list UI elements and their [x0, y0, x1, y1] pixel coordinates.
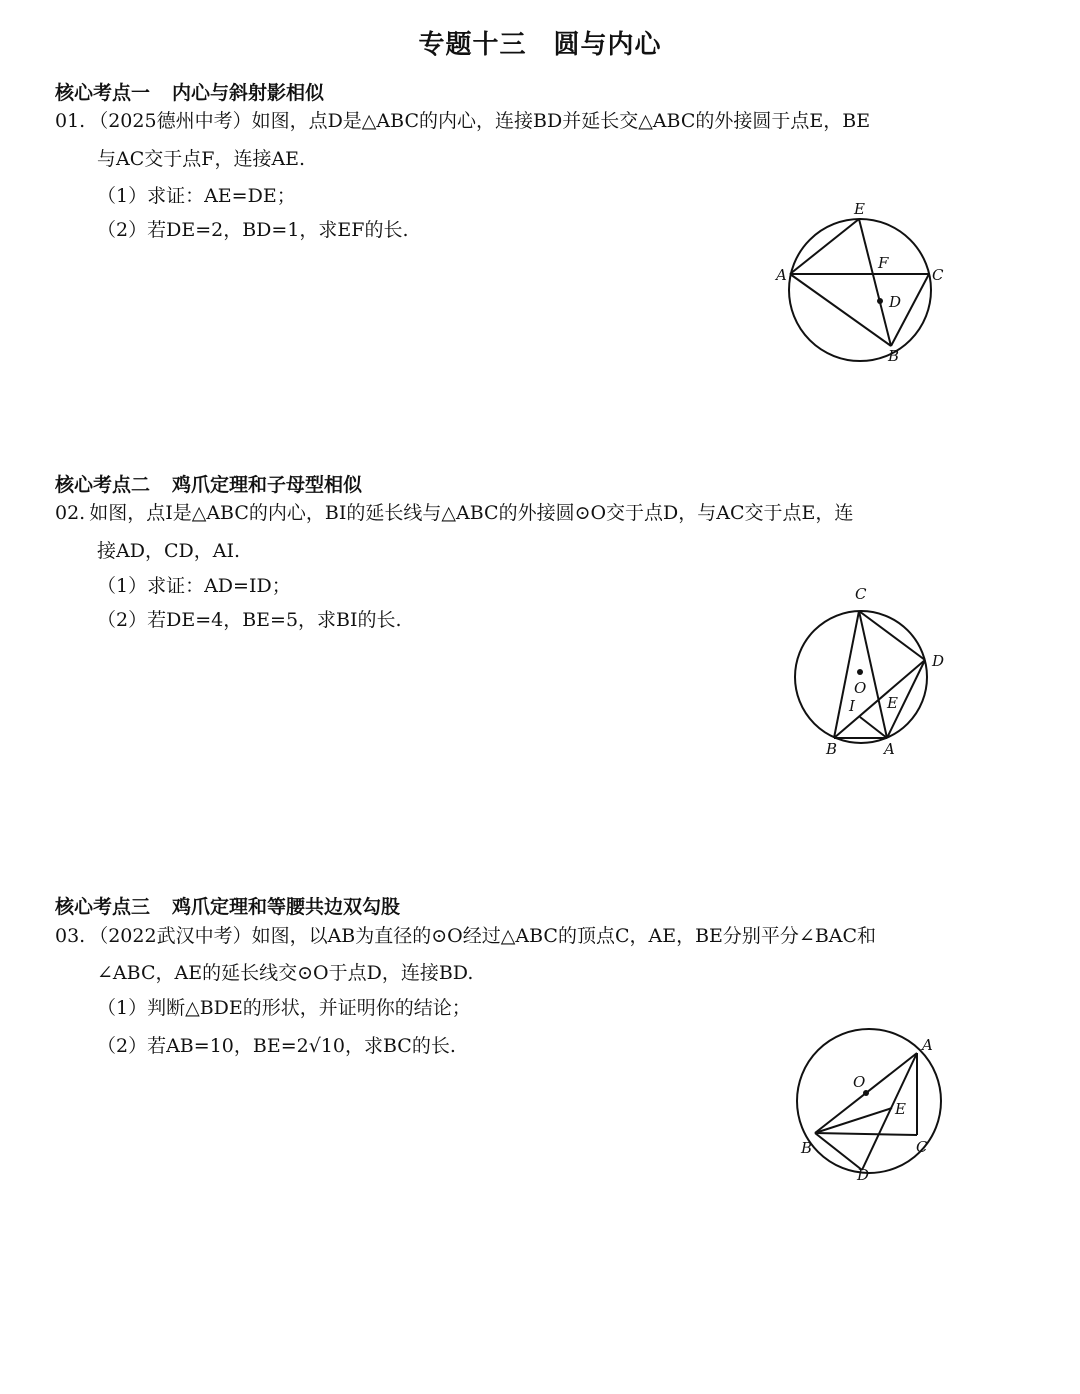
page-title: 专题十三 圆与内心: [418, 30, 662, 60]
figure-1: [770, 190, 970, 370]
figure-2-label-b: B: [826, 740, 838, 758]
figure-2-label-d: D: [932, 652, 945, 670]
problem-2-number: 02.: [55, 502, 86, 524]
figure-1-incenter-dot: [877, 298, 883, 304]
figure-1-circumcircle: [789, 219, 931, 361]
figure-1-label-d: D: [889, 293, 902, 311]
figure-1-label-f: F: [878, 254, 889, 272]
figure-3-label-o: O: [853, 1073, 866, 1091]
figure-1-label-a: A: [776, 266, 787, 284]
problem-3-part-1: （1）判断△BDE的形状，并证明你的结论；: [97, 997, 471, 1019]
problem-1-number: 01.: [55, 110, 86, 132]
problem-2-part-1: （1）求证：AD=ID；: [97, 575, 291, 597]
problem-2-part-2: （2）若DE=4，BE=5，求BI的长.: [97, 609, 402, 631]
figure-3-label-c: C: [916, 1138, 928, 1156]
figure-3-label-b: B: [801, 1139, 813, 1157]
problem-3-text-1: （2022武汉中考）如图，以AB为直径的⊙O经过△ABC的顶点C，AE，BE分别平分∠BAC和: [89, 925, 877, 947]
problem-3-part-2: （2）若AB=10，BE=2√10，求BC的长.: [97, 1035, 456, 1057]
section-3-heading-label: 核心考点三: [55, 896, 151, 918]
problem-1-line-2: 与AC交于点F，连接AE.: [97, 148, 306, 170]
figure-1-label-e: E: [854, 200, 865, 218]
section-heading-1: [55, 78, 324, 105]
figure-3-label-e: E: [895, 1100, 906, 1118]
figure-2-circumcircle: [795, 611, 927, 743]
figure-2: [780, 580, 960, 760]
figure-2-label-a: A: [884, 740, 895, 758]
figure-2-label-e: E: [887, 694, 898, 712]
problem-1-part-1: （1）求证：AE=DE；: [97, 185, 296, 207]
figure-2-center-dot: [857, 669, 863, 675]
figure-3-segment-ad: [862, 1053, 917, 1170]
figure-2-label-o: O: [854, 679, 867, 697]
figure-2-label-i: I: [849, 697, 855, 715]
figure-3-segment-bc: [815, 1133, 917, 1135]
figure-3: [785, 1015, 965, 1190]
problem-3-number: 03.: [55, 925, 86, 947]
figure-2-label-c: C: [855, 585, 867, 603]
section-1-topic: 内心与斜射影相似: [172, 82, 325, 104]
problem-3-line-1: [55, 923, 876, 949]
section-2-heading-label: 核心考点二: [55, 474, 151, 496]
problem-3-line-2: ∠ABC，AE的延长线交⊙O于点D，连接BD.: [97, 962, 474, 984]
figure-3-label-d: D: [857, 1166, 870, 1184]
problem-1-text-1: （2025德州中考）如图，点D是△ABC的内心，连接BD并延长交△ABC的外接圆于点E，BE: [89, 110, 871, 132]
section-3-topic: 鸡爪定理和等腰共边双勾股: [172, 896, 401, 918]
figure-3-segment-bd: [815, 1133, 862, 1170]
problem-2-line-2: 接AD，CD，AI.: [97, 540, 240, 562]
figure-1-segment-ae: [790, 219, 859, 274]
figure-1-label-c: C: [932, 266, 944, 284]
problem-1-line-1: [55, 108, 870, 134]
problem-2-text-1: 如图，点I是△ABC的内心，BI的延长线与△ABC的外接圆⊙O交于点D，与AC交于点E，连: [89, 502, 854, 524]
figure-3-label-a: A: [922, 1036, 933, 1054]
section-1-heading-label: 核心考点一: [55, 82, 151, 104]
problem-2-line-1: [55, 500, 853, 526]
section-heading-3: [55, 892, 400, 919]
figure-1-label-b: B: [888, 347, 900, 365]
section-2-topic: 鸡爪定理和子母型相似: [172, 474, 363, 496]
problem-1-part-2: （2）若DE=2，BD=1，求EF的长.: [97, 219, 409, 241]
section-heading-2: [55, 470, 362, 497]
